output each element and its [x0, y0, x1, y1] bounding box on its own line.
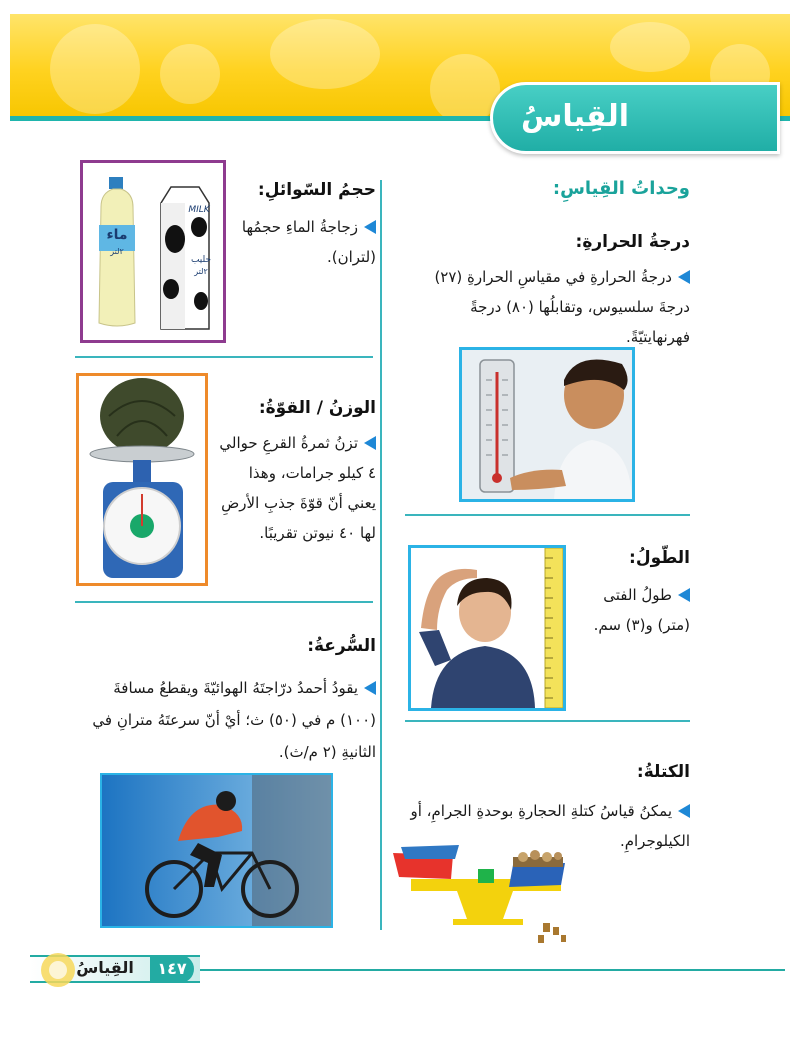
divider-right-2: [405, 720, 690, 722]
boy-height-photo: [408, 545, 566, 711]
pumpkin-scale-photo: [76, 373, 208, 586]
milk-sub-label: ٢لتر: [194, 267, 208, 276]
bullet-icon: [678, 270, 690, 284]
bullet-icon: [678, 588, 690, 602]
balance-scale-illustration: [393, 835, 578, 947]
bullet-icon: [364, 681, 376, 695]
speed-text-content: يقودُ أحمدُ درّاجتَهُ الهوائيّةَ ويقطعُ مسافةَ (١٠٠) م في (٥٠) ث؛ أيْ أنّ سرعتَهُ مترانِ في الثانيةِ (٢ م/ث).: [92, 679, 376, 761]
thermometer-photo: [459, 347, 635, 502]
boy-ruler-illustration: [411, 548, 563, 708]
mass-heading: الكتلةُ:: [636, 762, 690, 782]
water-sub-label: ٢لتر: [110, 247, 124, 256]
temperature-heading: درجةُ الحرارةِ:: [575, 232, 690, 252]
length-heading: الطّولُ:: [629, 548, 690, 568]
temperature-text: [410, 262, 690, 352]
volume-text: [232, 212, 376, 272]
title-tab: [490, 82, 780, 154]
length-text-content: طولُ الفتى (متر) و(٣) سم.: [593, 586, 690, 634]
weight-text-content: تزنُ ثمرةُ القرعِ حوالي ٤ كيلو جرامات، وهذا يعني أنّ قوّةَ جذبِ الأرضِ لها ٤٠ نيوتن تقريبًا.: [219, 434, 376, 542]
bullet-icon: [364, 436, 376, 450]
length-text: [578, 580, 690, 640]
page-number: ١٤٧: [150, 955, 194, 983]
weight-text: [218, 428, 376, 548]
milk-brand: MILK: [188, 205, 210, 215]
units-heading: وحداتُ القِياسِ:: [552, 178, 690, 199]
footer-logo-icon: [38, 950, 78, 990]
water-label: ماء: [106, 227, 128, 243]
temperature-text-content: درجةُ الحرارةِ في مقياسِ الحرارةِ (٢٧) درجةَ سلسيوس، وتقابلُها (٨٠) درجةً فهرنهايتيّةً.: [434, 268, 690, 346]
mass-text-content: يمكنُ قياسُ كتلةِ الحجارةِ بوحدةِ الجرامِ، أو الكيلوجرامِ.: [410, 802, 690, 850]
divider-right-1: [405, 514, 690, 516]
weight-heading: الوزنُ / القوّةُ:: [258, 398, 376, 418]
divider-left-1: [75, 356, 373, 358]
footer-title: القِياسُ: [76, 958, 134, 977]
volume-text-content: زجاجةُ الماءِ حجمُها (لتران).: [241, 218, 376, 266]
cyclist-illustration: [102, 775, 331, 926]
cyclist-photo: [100, 773, 333, 928]
divider-left-2: [75, 601, 373, 603]
column-divider: [380, 180, 382, 930]
bullet-icon: [678, 804, 690, 818]
footer-line: [195, 969, 785, 971]
thermometer-boy-illustration: [462, 350, 632, 499]
milk-label: حليب: [190, 255, 212, 265]
water-milk-photo: [80, 160, 226, 343]
bullet-icon: [364, 220, 376, 234]
volume-heading: حجمُ السّوائلِ:: [257, 180, 376, 200]
pumpkin-scale-illustration: [79, 376, 205, 583]
speed-heading: السُّرعةُ:: [307, 636, 376, 656]
speed-text: [80, 672, 376, 768]
page-title: القِياسُ: [520, 99, 630, 134]
